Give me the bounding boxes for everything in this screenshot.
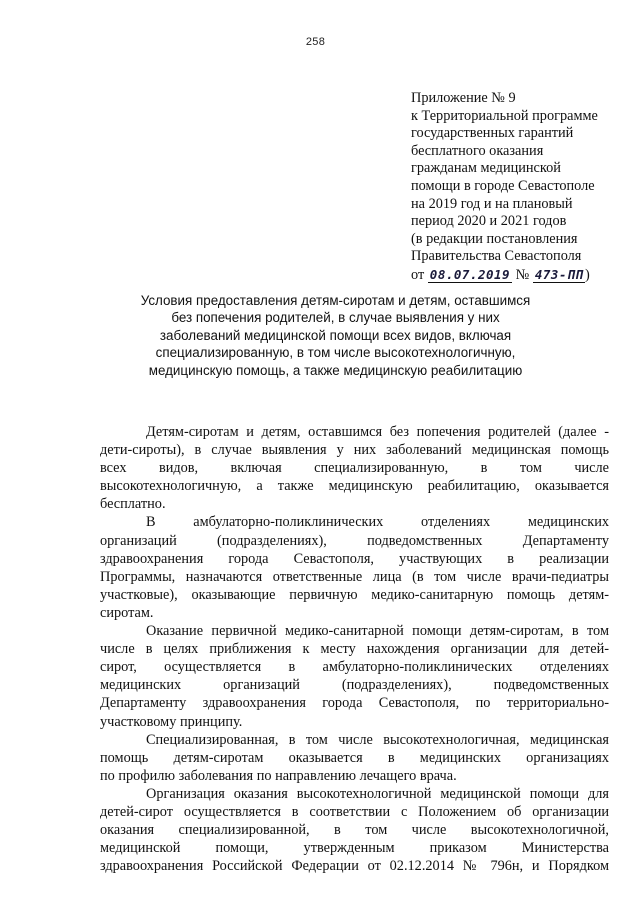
title-line: Условия предоставления детям-сиротам и детям, оставшимся	[140, 293, 531, 308]
text-line: числе в целях приближения к месту нахождения организации для детей-	[100, 641, 609, 658]
paragraph	[100, 731, 609, 785]
text-line: участковому принципу.	[100, 713, 243, 730]
title-line: специализированную, в том числе высокотехнологичную,	[155, 345, 516, 361]
appendix-line: государственных гарантий	[411, 125, 574, 142]
paragraph	[100, 785, 609, 875]
text-line: оказания специализированной, в том числе высокотехнологичной,	[100, 822, 609, 839]
text-line: Департаменту здравоохранения города Севастополя, по территориально-	[100, 695, 609, 712]
title-line: заболеваний медицинской помощи всех видов, включая	[159, 327, 512, 343]
appendix-line: на 2019 год и на плановый	[411, 195, 573, 212]
appendix-line: к Территориальной программе	[411, 107, 598, 124]
text-line: Программы, назначаются ответственные лица (в том числе врачи-педиатры	[100, 568, 609, 585]
text-line: Оказание первичной медико-санитарной помощи детям-сиротам, в том	[146, 623, 609, 640]
appendix-line: период 2020 и 2021 годов	[411, 213, 567, 230]
appendix-line: помощи в городе Севастополе	[411, 177, 595, 194]
text-line: высокотехнологичную, а также медицинскую реабилитацию, оказывается	[100, 478, 609, 495]
text-line: здравоохранения Российской Федерации от 02.12.2014 № 796н, и Порядком	[100, 858, 609, 875]
closing-parenthesis: )	[585, 266, 590, 283]
appendix-line: бесплатного оказания	[411, 142, 544, 159]
text-line: участковые), оказывающие первичную медико-санитарную помощь детям-	[100, 586, 609, 603]
appendix-line: (в редакции постановления	[411, 230, 578, 247]
paragraph	[100, 622, 609, 731]
text-line: Организация оказания высокотехнологичной медицинской помощи для	[146, 785, 609, 802]
text-line: Детям-сиротам и детям, оставшимся без попечения родителей (далее -	[146, 424, 609, 440]
text-line: медицинской помощи, утвержденным приказом Министерства	[100, 840, 609, 857]
document-title	[120, 292, 551, 379]
appendix-line: гражданам медицинской	[411, 160, 561, 177]
text-line: бесплатно.	[100, 496, 166, 513]
appendix-header	[411, 90, 621, 285]
text-line: по профилю заболевания по направлению лечащего врача.	[100, 767, 457, 784]
text-line: детей-сирот осуществляется в соответствии с Положением об организации	[100, 803, 609, 820]
text-line: дети-сироты), в случае выявления у них заболеваний медицинская помощь	[100, 442, 609, 459]
body-text	[100, 423, 609, 875]
number-prefix: №	[515, 266, 530, 283]
text-line: медицинских организаций (подразделениях), подведомственных	[100, 677, 609, 694]
text-line: организаций (подразделениях), подведомственных Департаменту	[100, 532, 609, 549]
date-prefix: от	[411, 266, 425, 283]
text-line: всех видов, включая специализированную, в том числе	[100, 460, 609, 477]
appendix-line: Правительства Севастополя	[411, 248, 582, 265]
title-line: без попечения родителей, в случае выявления у них	[171, 310, 500, 326]
text-line: сирот, осуществляется в амбулаторно-поликлинических отделениях	[100, 659, 609, 676]
appendix-date-line	[411, 266, 621, 285]
handwritten-number: 473-ПП	[534, 266, 584, 282]
page-number: 258	[305, 36, 326, 48]
text-line: сиротам.	[100, 604, 154, 621]
text-line: Специализированная, в том числе высокотехнологичная, медицинская	[146, 731, 609, 748]
appendix-line: Приложение № 9	[411, 90, 516, 106]
handwritten-date: 08.07.2019	[429, 266, 511, 282]
paragraph	[100, 423, 609, 513]
title-line: медицинскую помощь, а также медицинскую реабилитацию	[148, 362, 523, 378]
text-line: помощь детям-сиротам оказывается в медицинских организациях	[100, 749, 609, 766]
text-line: В амбулаторно-поликлинических отделениях медицинских	[146, 514, 609, 531]
paragraph	[100, 513, 609, 622]
text-line: здравоохранения города Севастополя, участвующих в реализации	[100, 550, 609, 567]
